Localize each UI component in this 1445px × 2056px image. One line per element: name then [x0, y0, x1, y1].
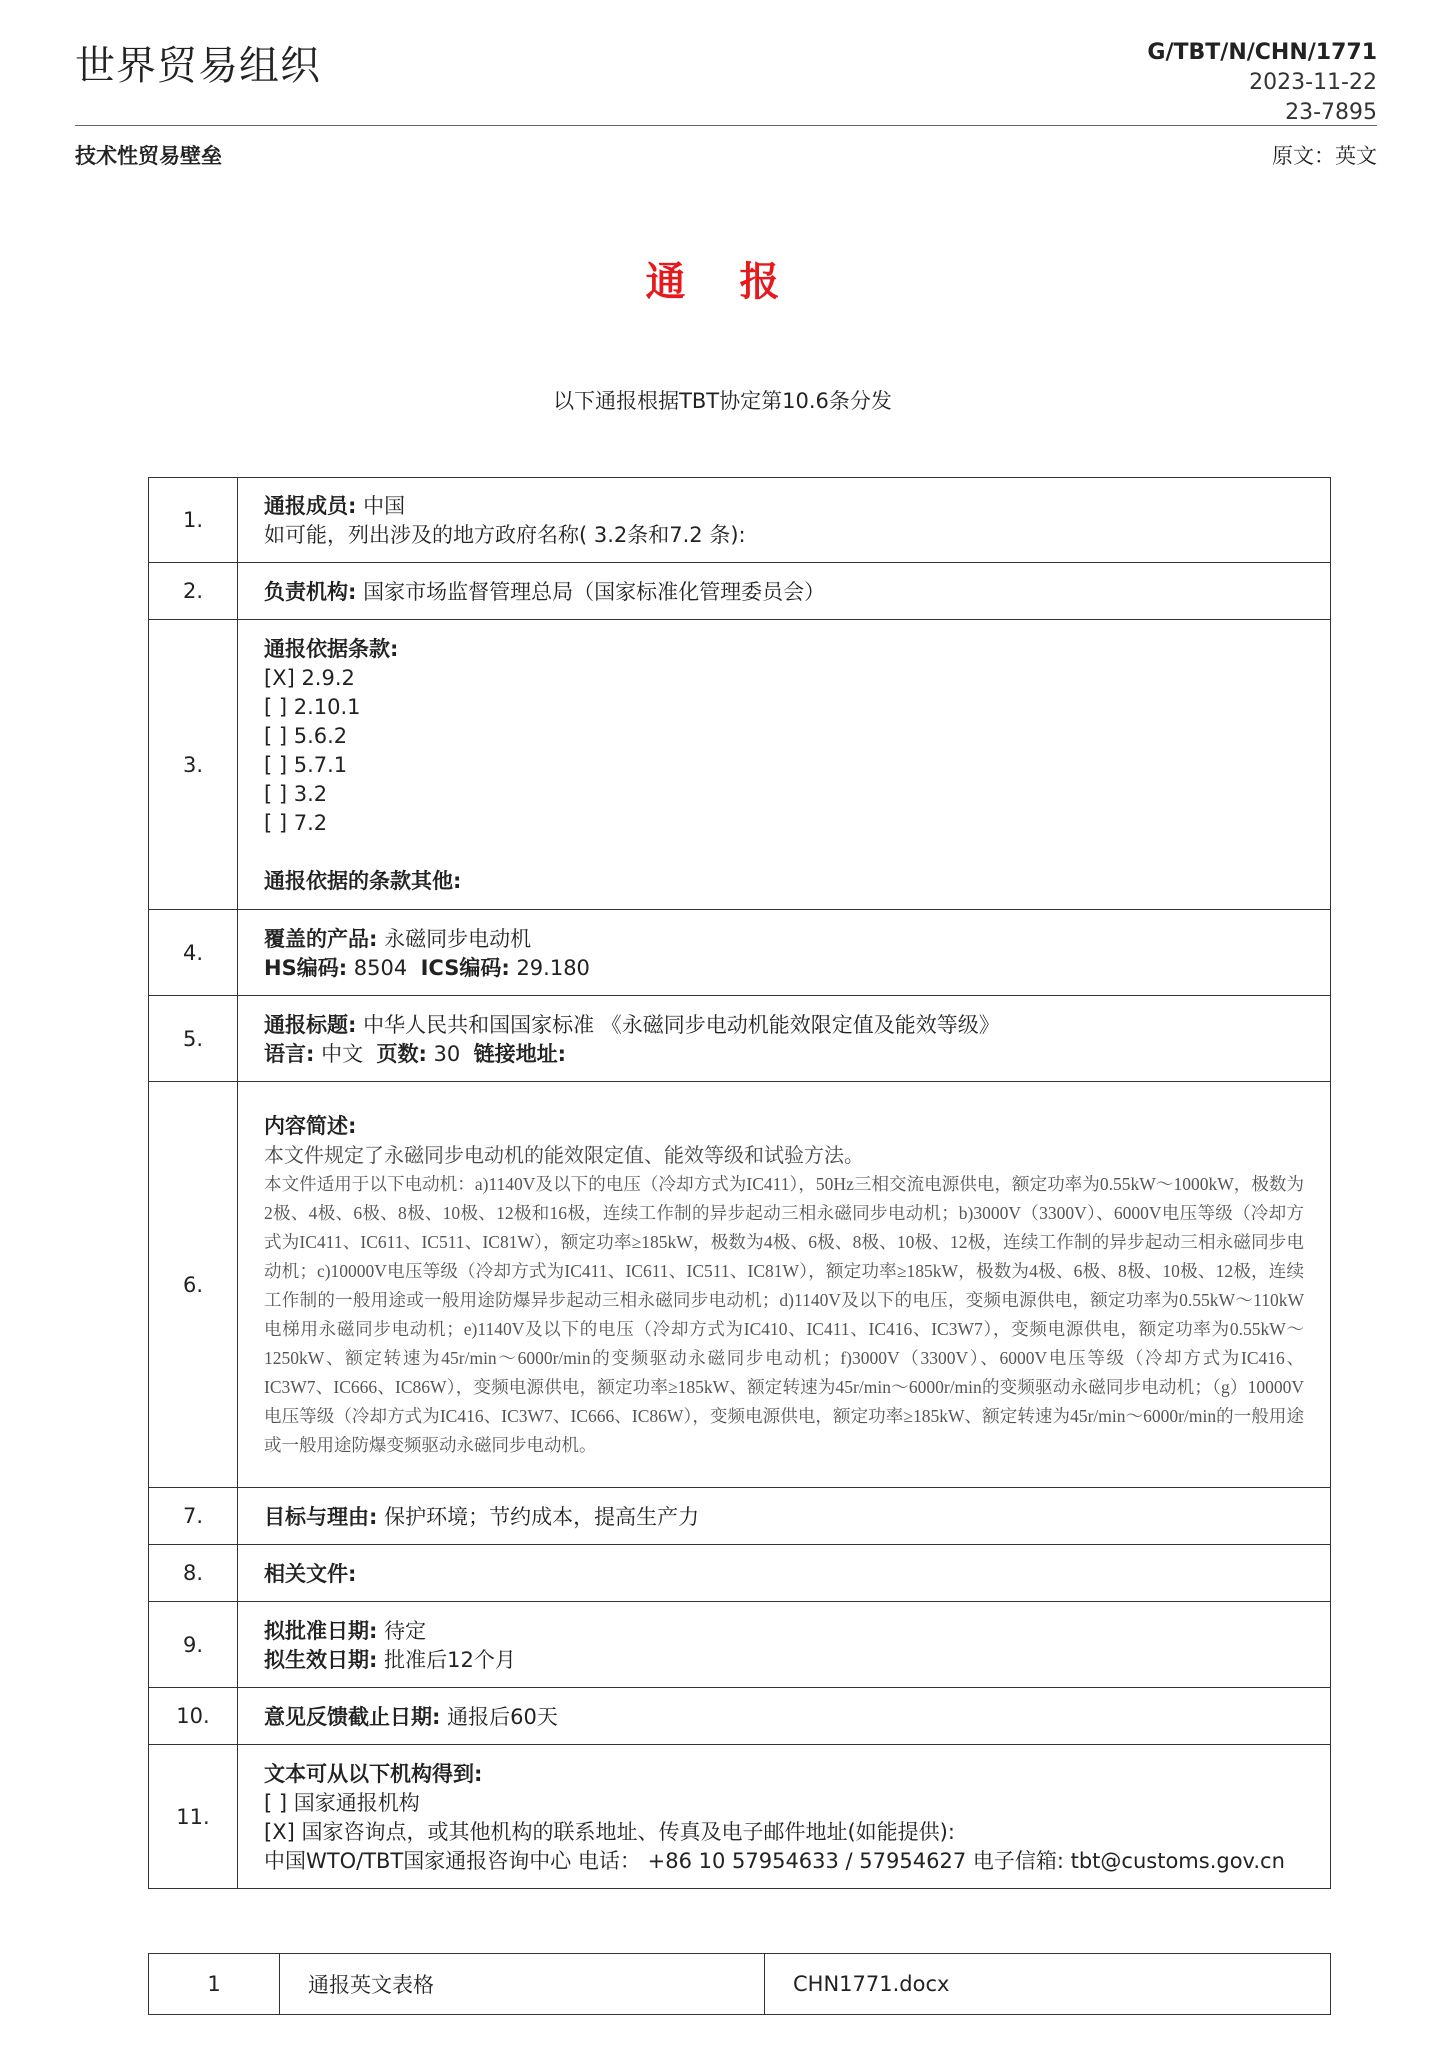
row-number: 4.: [149, 910, 238, 996]
description-label: 内容简述:: [264, 1113, 357, 1138]
row-number: 9.: [149, 1602, 238, 1688]
basis-item: [ ] 5.6.2: [264, 724, 348, 748]
text-availability-label: 文本可从以下机构得到:: [264, 1761, 483, 1786]
member-label: 通报成员:: [264, 494, 357, 518]
organization-name: 世界贸易组织: [75, 43, 321, 89]
row-number: 2.: [149, 563, 238, 620]
table-row: [149, 996, 1331, 1082]
header-divider: [75, 125, 1377, 126]
row-number: 3.: [149, 620, 238, 910]
document-date: 2023-11-22: [1249, 70, 1377, 95]
notification-title-value: 中华人民共和国国家标准 《永磁同步电动机能效限定值及能效等级》: [363, 1012, 1000, 1037]
attachment-number: 1: [149, 1954, 280, 2015]
objective-label: 目标与理由:: [264, 1504, 378, 1529]
table-row: [149, 478, 1331, 563]
comment-deadline-label: 意见反馈截止日期:: [264, 1704, 441, 1729]
table-row: [149, 1954, 1331, 2015]
document-meta: [1147, 38, 1377, 128]
availability-option: [X] 国家咨询点，或其他机构的联系地址、传真及电子邮件地址(如能提供):: [264, 1819, 955, 1844]
original-language: 原文：英文: [1272, 144, 1377, 168]
row-number: 6.: [149, 1082, 238, 1488]
approval-date-label: 拟批准日期:: [264, 1618, 378, 1643]
row-content: [238, 1745, 1331, 1889]
local-government-line: 如可能，列出涉及的地方政府名称( 3.2条和7.2 条):: [264, 523, 746, 547]
description-first-line: 本文件规定了永磁同步电动机的能效限定值、能效等级和试验方法。: [264, 1142, 864, 1167]
effective-date-value: 批准后12个月: [384, 1647, 516, 1672]
table-row: [149, 910, 1331, 996]
row-number: 5.: [149, 996, 238, 1082]
document-symbol: G/TBT/N/CHN/1771: [1147, 40, 1377, 65]
language-label: 语言:: [264, 1041, 315, 1066]
objective-value: 保护环境；节约成本，提高生产力: [384, 1504, 700, 1529]
page-title: 通 报: [645, 259, 800, 305]
row-content: [238, 1602, 1331, 1688]
attachment-file-link[interactable]: CHN1771.docx: [765, 1954, 1331, 2015]
row-number: 11.: [149, 1745, 238, 1889]
contact-info: 中国WTO/TBT国家通报咨询中心 电话： +86 10 57954633 / 57954627 电子信箱: tbt@customs.gov.cn: [264, 1848, 1285, 1873]
table-row: [149, 1082, 1331, 1488]
related-documents-label: 相关文件:: [264, 1561, 357, 1586]
pages-value: 30: [433, 1041, 461, 1066]
hs-label: HS编码:: [264, 955, 348, 980]
row-content: [238, 1688, 1331, 1745]
table-row: [149, 1745, 1331, 1889]
table-row: [149, 1688, 1331, 1745]
language-value: 中文: [321, 1041, 364, 1066]
basis-item: [ ] 5.7.1: [264, 753, 348, 777]
approval-date-value: 待定: [384, 1618, 427, 1643]
row-number: 1.: [149, 478, 238, 563]
hs-value: 8504: [353, 955, 408, 980]
agency-label: 负责机构:: [264, 579, 357, 604]
table-row: [149, 1545, 1331, 1602]
row-content: [238, 910, 1331, 996]
basis-other-label: 通报依据的条款其他:: [264, 869, 462, 893]
comment-deadline-value: 通报后60天: [447, 1704, 558, 1729]
link-label: 链接地址:: [473, 1041, 567, 1066]
products-value: 永磁同步电动机: [384, 926, 532, 951]
effective-date-label: 拟生效日期:: [264, 1647, 378, 1672]
row-number: 8.: [149, 1545, 238, 1602]
document-number: 23-7895: [1285, 100, 1377, 125]
row-number: 7.: [149, 1488, 238, 1545]
row-content: [238, 620, 1331, 910]
notification-table: [148, 477, 1331, 1889]
row-content: [238, 996, 1331, 1082]
ics-label: ICS编码:: [420, 955, 510, 980]
basis-label: 通报依据条款:: [264, 637, 399, 661]
table-row: [149, 620, 1331, 910]
row-content: [238, 478, 1331, 563]
agency-value: 国家市场监督管理总局（国家标准化管理委员会）: [363, 579, 826, 604]
pages-label: 页数:: [376, 1041, 427, 1066]
row-content: [238, 1082, 1331, 1488]
attachment-name: 通报英文表格: [280, 1954, 765, 2015]
intro-text: 以下通报根据TBT协定第10.6条分发: [553, 389, 892, 413]
availability-option: [ ] 国家通报机构: [264, 1790, 420, 1815]
description-body: 本文件适用于以下电动机：a)1140V及以下的电压（冷却方式为IC411），50Hz三相交流电源供电，额定功率为0.55kW～1000kW，极数为2极、4极、6极、8极、10极、12极和16极，连续工作制的异步起动三相永磁同步电动机；b)3000V（3300V）、6000V电压等级（冷却方式为IC411、IC611、IC511、IC81W），额定功率≥185kW，极数为4极、6极、8极、10极、12极，连续工作制的异步起动三相永磁同步电动机；c)10000V电压等级（冷却方式为IC411、IC611、IC511、IC81W），额定功率≥185kW，极数为4极、6极、8极、10极、12极，连续工作制的一般用途或一般用途防爆异步起动三相永磁同步电动机；d)1140V及以下的电压，变频电源供电，额定功率为0.55kW～110kW电梯用永磁同步电动机；e)1140V及以下的电压（冷却方式为IC410、IC411、IC416、IC3W7），变频电源供电，额定功率为0.55kW～1250kW、额定转速为45r/min～6000r/min的变频驱动永磁同步电动机；f)3000V（3300V）、6000V电压等级（冷却方式为IC416、IC3W7、IC666、IC86W），变频电源供电，额定功率≥185kW、额定转速为45r/min～6000r/min的变频驱动永磁同步电动机；（g）10000V电压等级（冷却方式为IC416、IC3W7、IC666、IC86W），变频电源供电，额定功率≥185kW、额定转速为45r/min～6000r/min的一般用途或一般用途防爆变频驱动永磁同步电动机。: [264, 1173, 1304, 1455]
products-label: 覆盖的产品:: [264, 926, 378, 951]
member-value: 中国: [363, 494, 406, 518]
basis-item: [ ] 2.10.1: [264, 695, 361, 719]
row-content: [238, 1545, 1331, 1602]
table-row: [149, 1602, 1331, 1688]
table-row: [149, 1488, 1331, 1545]
committee-name: 技术性贸易壁垒: [75, 144, 222, 168]
attachment-table: [148, 1953, 1331, 2015]
basis-item: [ ] 3.2: [264, 782, 328, 806]
row-content: [238, 563, 1331, 620]
basis-item: [X] 2.9.2: [264, 666, 355, 690]
basis-item: [ ] 7.2: [264, 811, 328, 835]
row-number: 10.: [149, 1688, 238, 1745]
ics-value: 29.180: [516, 955, 590, 980]
row-content: [238, 1488, 1331, 1545]
notification-title-label: 通报标题:: [264, 1012, 357, 1037]
table-row: [149, 563, 1331, 620]
